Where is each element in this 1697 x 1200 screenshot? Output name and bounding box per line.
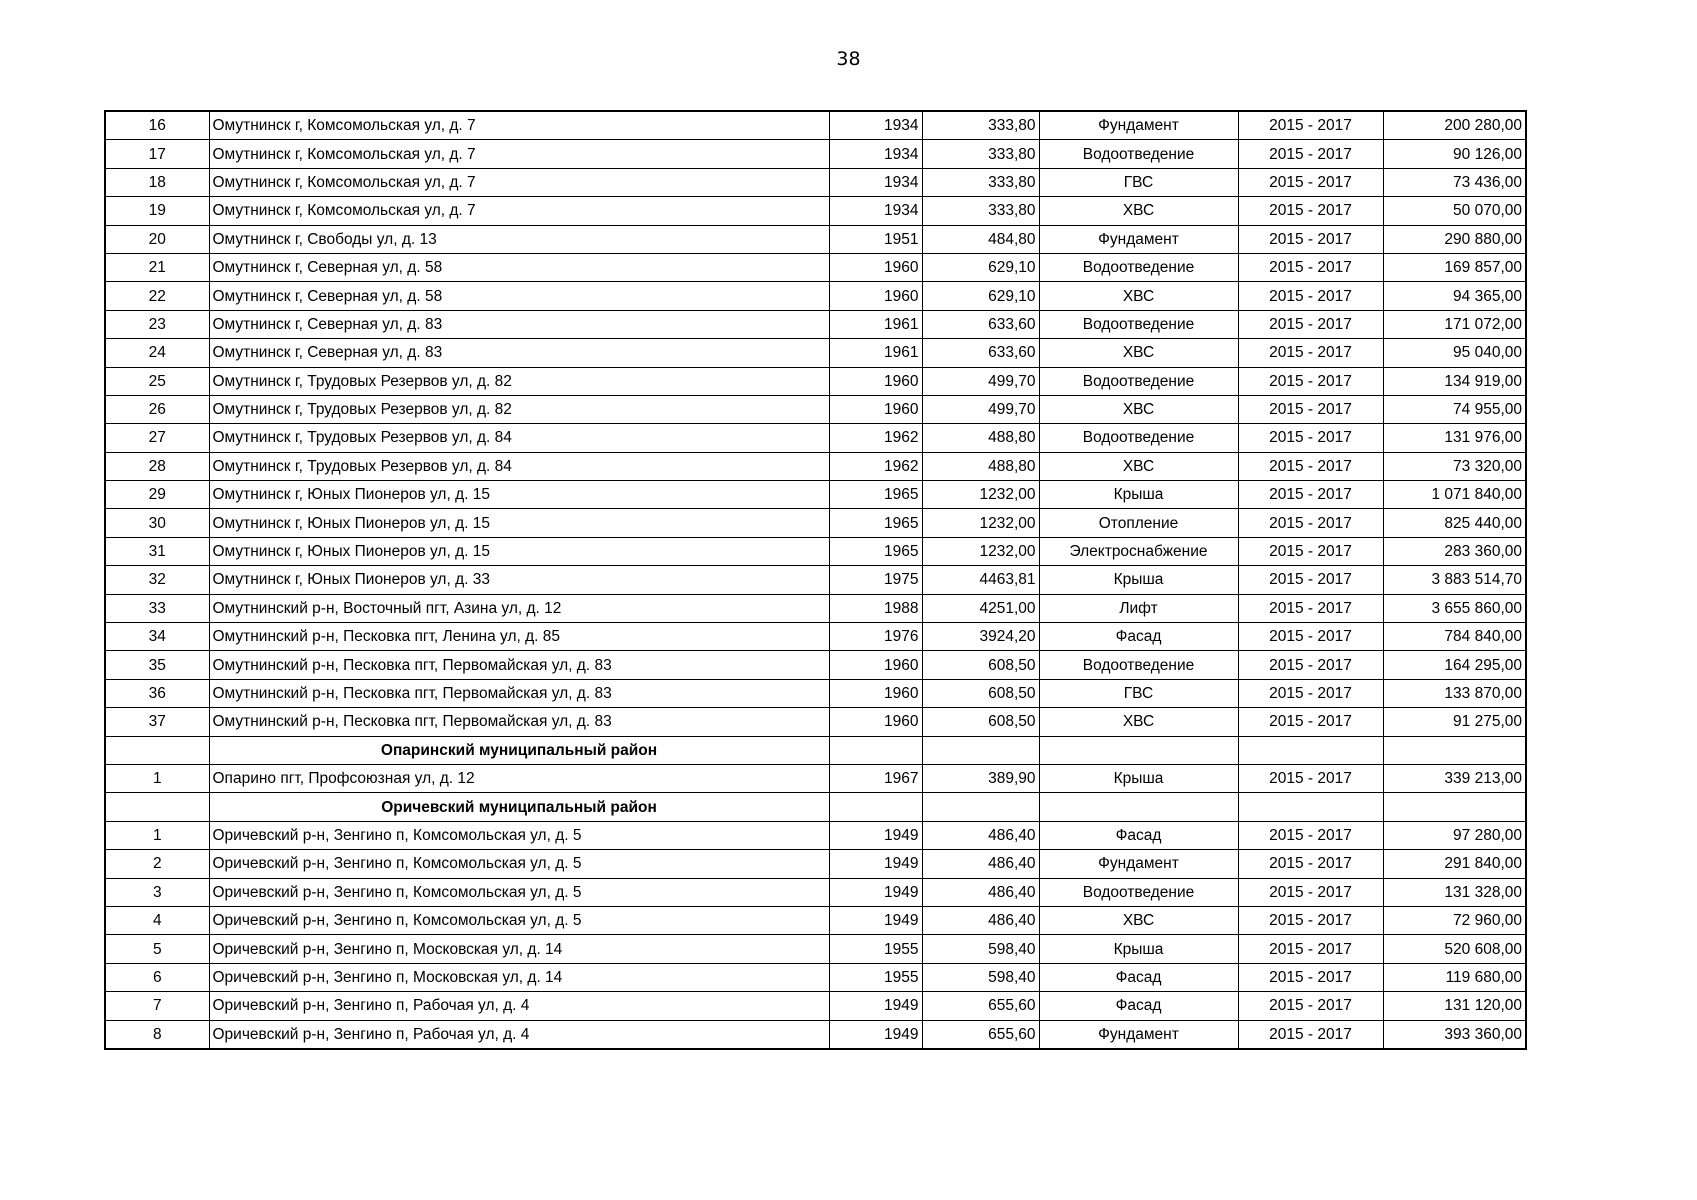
row-number: 6 <box>105 963 209 991</box>
table-row <box>105 395 1526 423</box>
year-built-cell: 1965 <box>829 537 922 565</box>
period-cell: 2015 - 2017 <box>1238 850 1383 878</box>
cost-cell: 171 072,00 <box>1383 310 1526 338</box>
period-cell: 2015 - 2017 <box>1238 481 1383 509</box>
area-cell: 608,50 <box>922 651 1039 679</box>
area-cell: 4463,81 <box>922 566 1039 594</box>
row-number: 20 <box>105 225 209 253</box>
table-body <box>105 111 1526 1049</box>
row-number: 16 <box>105 111 209 140</box>
address-cell: Оричевский р-н, Зенгино п, Комсомольская ул, д. 5 <box>209 906 829 934</box>
area-cell: 484,80 <box>922 225 1039 253</box>
work-type-cell: ГВС <box>1039 168 1238 196</box>
table-row <box>105 225 1526 253</box>
cost-cell: 291 840,00 <box>1383 850 1526 878</box>
year-built-cell: 1960 <box>829 708 922 736</box>
year-built-cell: 1934 <box>829 168 922 196</box>
row-number: 34 <box>105 623 209 651</box>
work-type-cell: Фундамент <box>1039 850 1238 878</box>
work-type-cell: Крыша <box>1039 566 1238 594</box>
cost-cell: 90 126,00 <box>1383 140 1526 168</box>
address-cell: Омутнинск г, Трудовых Резервов ул, д. 82 <box>209 395 829 423</box>
work-type-cell: Крыша <box>1039 481 1238 509</box>
period-cell: 2015 - 2017 <box>1238 424 1383 452</box>
cost-cell: 74 955,00 <box>1383 395 1526 423</box>
work-type-cell: Водоотведение <box>1039 253 1238 281</box>
work-type-cell: ХВС <box>1039 339 1238 367</box>
section-empty-cell <box>1238 736 1383 764</box>
cost-cell: 131 328,00 <box>1383 878 1526 906</box>
area-cell: 1232,00 <box>922 537 1039 565</box>
year-built-cell: 1962 <box>829 424 922 452</box>
area-cell: 629,10 <box>922 253 1039 281</box>
area-cell: 488,80 <box>922 452 1039 480</box>
section-empty-cell <box>1039 793 1238 821</box>
table-row <box>105 935 1526 963</box>
cost-cell: 290 880,00 <box>1383 225 1526 253</box>
area-cell: 333,80 <box>922 111 1039 140</box>
period-cell: 2015 - 2017 <box>1238 140 1383 168</box>
year-built-cell: 1951 <box>829 225 922 253</box>
section-title: Оричевский муниципальный район <box>209 793 829 821</box>
work-type-cell: ХВС <box>1039 906 1238 934</box>
cost-cell: 73 320,00 <box>1383 452 1526 480</box>
year-built-cell: 1955 <box>829 935 922 963</box>
area-cell: 486,40 <box>922 906 1039 934</box>
address-cell: Омутнинск г, Трудовых Резервов ул, д. 84 <box>209 452 829 480</box>
area-cell: 608,50 <box>922 679 1039 707</box>
area-cell: 499,70 <box>922 367 1039 395</box>
work-type-cell: Фундамент <box>1039 1020 1238 1049</box>
address-cell: Омутнинск г, Северная ул, д. 83 <box>209 310 829 338</box>
row-number: 7 <box>105 992 209 1020</box>
table-row <box>105 594 1526 622</box>
address-cell: Омутнинск г, Комсомольская ул, д. 7 <box>209 140 829 168</box>
row-number: 35 <box>105 651 209 679</box>
address-cell: Оричевский р-н, Зенгино п, Московская ул, д. 14 <box>209 935 829 963</box>
cost-cell: 95 040,00 <box>1383 339 1526 367</box>
area-cell: 333,80 <box>922 197 1039 225</box>
section-empty-cell <box>1383 736 1526 764</box>
row-number: 17 <box>105 140 209 168</box>
year-built-cell: 1960 <box>829 253 922 281</box>
period-cell: 2015 - 2017 <box>1238 963 1383 991</box>
period-cell: 2015 - 2017 <box>1238 821 1383 849</box>
cost-cell: 393 360,00 <box>1383 1020 1526 1049</box>
year-built-cell: 1949 <box>829 821 922 849</box>
area-cell: 1232,00 <box>922 481 1039 509</box>
period-cell: 2015 - 2017 <box>1238 935 1383 963</box>
period-cell: 2015 - 2017 <box>1238 992 1383 1020</box>
section-header-row <box>105 793 1526 821</box>
year-built-cell: 1961 <box>829 310 922 338</box>
address-cell: Омутнинск г, Свободы ул, д. 13 <box>209 225 829 253</box>
cost-cell: 339 213,00 <box>1383 764 1526 792</box>
period-cell: 2015 - 2017 <box>1238 651 1383 679</box>
area-cell: 4251,00 <box>922 594 1039 622</box>
address-cell: Омутнинский р-н, Песковка пгт, Первомайская ул, д. 83 <box>209 679 829 707</box>
work-type-cell: Водоотведение <box>1039 424 1238 452</box>
address-cell: Оричевский р-н, Зенгино п, Московская ул, д. 14 <box>209 963 829 991</box>
row-number: 1 <box>105 764 209 792</box>
table-row <box>105 679 1526 707</box>
period-cell: 2015 - 2017 <box>1238 452 1383 480</box>
row-number: 32 <box>105 566 209 594</box>
year-built-cell: 1960 <box>829 651 922 679</box>
table-row <box>105 708 1526 736</box>
table-row <box>105 111 1526 140</box>
cost-cell: 91 275,00 <box>1383 708 1526 736</box>
address-cell: Оричевский р-н, Зенгино п, Комсомольская ул, д. 5 <box>209 878 829 906</box>
year-built-cell: 1949 <box>829 850 922 878</box>
period-cell: 2015 - 2017 <box>1238 566 1383 594</box>
table-row <box>105 566 1526 594</box>
cost-cell: 131 976,00 <box>1383 424 1526 452</box>
cost-cell: 73 436,00 <box>1383 168 1526 196</box>
section-empty-cell <box>105 793 209 821</box>
row-number: 36 <box>105 679 209 707</box>
row-number: 23 <box>105 310 209 338</box>
work-type-cell: Фасад <box>1039 963 1238 991</box>
period-cell: 2015 - 2017 <box>1238 537 1383 565</box>
table-row <box>105 140 1526 168</box>
area-cell: 1232,00 <box>922 509 1039 537</box>
period-cell: 2015 - 2017 <box>1238 310 1383 338</box>
address-cell: Омутнинский р-н, Песковка пгт, Первомайская ул, д. 83 <box>209 708 829 736</box>
row-number: 25 <box>105 367 209 395</box>
work-type-cell: Водоотведение <box>1039 140 1238 168</box>
table-row <box>105 424 1526 452</box>
year-built-cell: 1934 <box>829 197 922 225</box>
row-number: 8 <box>105 1020 209 1049</box>
year-built-cell: 1960 <box>829 679 922 707</box>
period-cell: 2015 - 2017 <box>1238 594 1383 622</box>
row-number: 22 <box>105 282 209 310</box>
section-empty-cell <box>922 793 1039 821</box>
cost-cell: 3 655 860,00 <box>1383 594 1526 622</box>
cost-cell: 72 960,00 <box>1383 906 1526 934</box>
work-type-cell: ГВС <box>1039 679 1238 707</box>
row-number: 33 <box>105 594 209 622</box>
area-cell: 389,90 <box>922 764 1039 792</box>
period-cell: 2015 - 2017 <box>1238 111 1383 140</box>
address-cell: Омутнинский р-н, Песковка пгт, Первомайская ул, д. 83 <box>209 651 829 679</box>
table-row <box>105 537 1526 565</box>
table-row <box>105 878 1526 906</box>
cost-cell: 825 440,00 <box>1383 509 1526 537</box>
table-row <box>105 253 1526 281</box>
address-cell: Омутнинск г, Северная ул, д. 83 <box>209 339 829 367</box>
area-cell: 655,60 <box>922 1020 1039 1049</box>
address-cell: Омутнинск г, Юных Пионеров ул, д. 33 <box>209 566 829 594</box>
section-empty-cell <box>1238 793 1383 821</box>
cost-cell: 1 071 840,00 <box>1383 481 1526 509</box>
area-cell: 629,10 <box>922 282 1039 310</box>
address-cell: Опарино пгт, Профсоюзная ул, д. 12 <box>209 764 829 792</box>
address-cell: Омутнинск г, Трудовых Резервов ул, д. 82 <box>209 367 829 395</box>
period-cell: 2015 - 2017 <box>1238 623 1383 651</box>
table-row <box>105 481 1526 509</box>
address-cell: Омутнинский р-н, Песковка пгт, Ленина ул, д. 85 <box>209 623 829 651</box>
cost-cell: 119 680,00 <box>1383 963 1526 991</box>
year-built-cell: 1961 <box>829 339 922 367</box>
area-cell: 598,40 <box>922 935 1039 963</box>
table-row <box>105 168 1526 196</box>
period-cell: 2015 - 2017 <box>1238 679 1383 707</box>
year-built-cell: 1988 <box>829 594 922 622</box>
work-type-cell: Электроснабжение <box>1039 537 1238 565</box>
section-empty-cell <box>1383 793 1526 821</box>
area-cell: 333,80 <box>922 140 1039 168</box>
year-built-cell: 1960 <box>829 395 922 423</box>
section-empty-cell <box>105 736 209 764</box>
work-type-cell: ХВС <box>1039 282 1238 310</box>
address-cell: Омутнинск г, Юных Пионеров ул, д. 15 <box>209 537 829 565</box>
section-title: Опаринский муниципальный район <box>209 736 829 764</box>
table-row <box>105 1020 1526 1049</box>
cost-cell: 94 365,00 <box>1383 282 1526 310</box>
address-cell: Омутнинск г, Комсомольская ул, д. 7 <box>209 111 829 140</box>
work-type-cell: ХВС <box>1039 452 1238 480</box>
year-built-cell: 1967 <box>829 764 922 792</box>
year-built-cell: 1965 <box>829 509 922 537</box>
period-cell: 2015 - 2017 <box>1238 282 1383 310</box>
address-cell: Омутнинск г, Юных Пионеров ул, д. 15 <box>209 509 829 537</box>
work-type-cell: Водоотведение <box>1039 651 1238 679</box>
area-cell: 486,40 <box>922 850 1039 878</box>
row-number: 30 <box>105 509 209 537</box>
work-type-cell: Крыша <box>1039 935 1238 963</box>
address-cell: Оричевский р-н, Зенгино п, Комсомольская ул, д. 5 <box>209 850 829 878</box>
area-cell: 333,80 <box>922 168 1039 196</box>
period-cell: 2015 - 2017 <box>1238 708 1383 736</box>
cost-cell: 134 919,00 <box>1383 367 1526 395</box>
repair-schedule-table <box>104 110 1527 1050</box>
table-row <box>105 963 1526 991</box>
work-type-cell: Фасад <box>1039 821 1238 849</box>
period-cell: 2015 - 2017 <box>1238 878 1383 906</box>
page-number: 38 <box>836 48 861 70</box>
row-number: 29 <box>105 481 209 509</box>
cost-cell: 50 070,00 <box>1383 197 1526 225</box>
section-empty-cell <box>829 736 922 764</box>
cost-cell: 3 883 514,70 <box>1383 566 1526 594</box>
year-built-cell: 1960 <box>829 367 922 395</box>
cost-cell: 164 295,00 <box>1383 651 1526 679</box>
address-cell: Омутнинск г, Северная ул, д. 58 <box>209 282 829 310</box>
period-cell: 2015 - 2017 <box>1238 339 1383 367</box>
cost-cell: 133 870,00 <box>1383 679 1526 707</box>
work-type-cell: Крыша <box>1039 764 1238 792</box>
year-built-cell: 1960 <box>829 282 922 310</box>
address-cell: Омутнинск г, Юных Пионеров ул, д. 15 <box>209 481 829 509</box>
period-cell: 2015 - 2017 <box>1238 395 1383 423</box>
year-built-cell: 1949 <box>829 906 922 934</box>
area-cell: 633,60 <box>922 339 1039 367</box>
table-row <box>105 452 1526 480</box>
period-cell: 2015 - 2017 <box>1238 509 1383 537</box>
table-row <box>105 850 1526 878</box>
cost-cell: 520 608,00 <box>1383 935 1526 963</box>
work-type-cell: Водоотведение <box>1039 310 1238 338</box>
table-row <box>105 339 1526 367</box>
table-row <box>105 651 1526 679</box>
section-empty-cell <box>1039 736 1238 764</box>
row-number: 26 <box>105 395 209 423</box>
table-row <box>105 992 1526 1020</box>
work-type-cell: Отопление <box>1039 509 1238 537</box>
table-row <box>105 764 1526 792</box>
address-cell: Оричевский р-н, Зенгино п, Рабочая ул, д. 4 <box>209 992 829 1020</box>
address-cell: Оричевский р-н, Зенгино п, Рабочая ул, д. 4 <box>209 1020 829 1049</box>
work-type-cell: Водоотведение <box>1039 367 1238 395</box>
section-empty-cell <box>922 736 1039 764</box>
table-row <box>105 197 1526 225</box>
area-cell: 598,40 <box>922 963 1039 991</box>
cost-cell: 169 857,00 <box>1383 253 1526 281</box>
row-number: 3 <box>105 878 209 906</box>
work-type-cell: Фундамент <box>1039 225 1238 253</box>
year-built-cell: 1949 <box>829 1020 922 1049</box>
area-cell: 655,60 <box>922 992 1039 1020</box>
period-cell: 2015 - 2017 <box>1238 253 1383 281</box>
year-built-cell: 1934 <box>829 111 922 140</box>
address-cell: Омутнинск г, Трудовых Резервов ул, д. 84 <box>209 424 829 452</box>
row-number: 1 <box>105 821 209 849</box>
row-number: 19 <box>105 197 209 225</box>
row-number: 27 <box>105 424 209 452</box>
row-number: 37 <box>105 708 209 736</box>
address-cell: Омутнинск г, Северная ул, д. 58 <box>209 253 829 281</box>
year-built-cell: 1934 <box>829 140 922 168</box>
year-built-cell: 1962 <box>829 452 922 480</box>
period-cell: 2015 - 2017 <box>1238 906 1383 934</box>
address-cell: Омутнинск г, Комсомольская ул, д. 7 <box>209 197 829 225</box>
area-cell: 486,40 <box>922 821 1039 849</box>
cost-cell: 200 280,00 <box>1383 111 1526 140</box>
table-row <box>105 906 1526 934</box>
year-built-cell: 1949 <box>829 992 922 1020</box>
row-number: 31 <box>105 537 209 565</box>
row-number: 21 <box>105 253 209 281</box>
period-cell: 2015 - 2017 <box>1238 1020 1383 1049</box>
row-number: 28 <box>105 452 209 480</box>
period-cell: 2015 - 2017 <box>1238 197 1383 225</box>
address-cell: Омутнинск г, Комсомольская ул, д. 7 <box>209 168 829 196</box>
work-type-cell: ХВС <box>1039 395 1238 423</box>
year-built-cell: 1965 <box>829 481 922 509</box>
work-type-cell: Фасад <box>1039 623 1238 651</box>
work-type-cell: ХВС <box>1039 708 1238 736</box>
work-type-cell: Лифт <box>1039 594 1238 622</box>
table-row <box>105 623 1526 651</box>
period-cell: 2015 - 2017 <box>1238 168 1383 196</box>
period-cell: 2015 - 2017 <box>1238 764 1383 792</box>
work-type-cell: Фасад <box>1039 992 1238 1020</box>
address-cell: Оричевский р-н, Зенгино п, Комсомольская ул, д. 5 <box>209 821 829 849</box>
row-number: 4 <box>105 906 209 934</box>
year-built-cell: 1955 <box>829 963 922 991</box>
area-cell: 633,60 <box>922 310 1039 338</box>
area-cell: 608,50 <box>922 708 1039 736</box>
area-cell: 486,40 <box>922 878 1039 906</box>
row-number: 18 <box>105 168 209 196</box>
area-cell: 488,80 <box>922 424 1039 452</box>
table-row <box>105 821 1526 849</box>
table-row <box>105 282 1526 310</box>
area-cell: 499,70 <box>922 395 1039 423</box>
work-type-cell: Водоотведение <box>1039 878 1238 906</box>
area-cell: 3924,20 <box>922 623 1039 651</box>
year-built-cell: 1976 <box>829 623 922 651</box>
cost-cell: 283 360,00 <box>1383 537 1526 565</box>
year-built-cell: 1975 <box>829 566 922 594</box>
period-cell: 2015 - 2017 <box>1238 225 1383 253</box>
year-built-cell: 1949 <box>829 878 922 906</box>
section-empty-cell <box>829 793 922 821</box>
period-cell: 2015 - 2017 <box>1238 367 1383 395</box>
section-header-row <box>105 736 1526 764</box>
table-row <box>105 509 1526 537</box>
address-cell: Омутнинский р-н, Восточный пгт, Азина ул, д. 12 <box>209 594 829 622</box>
table-row <box>105 310 1526 338</box>
row-number: 2 <box>105 850 209 878</box>
work-type-cell: ХВС <box>1039 197 1238 225</box>
cost-cell: 784 840,00 <box>1383 623 1526 651</box>
row-number: 24 <box>105 339 209 367</box>
work-type-cell: Фундамент <box>1039 111 1238 140</box>
table-row <box>105 367 1526 395</box>
cost-cell: 97 280,00 <box>1383 821 1526 849</box>
cost-cell: 131 120,00 <box>1383 992 1526 1020</box>
row-number: 5 <box>105 935 209 963</box>
